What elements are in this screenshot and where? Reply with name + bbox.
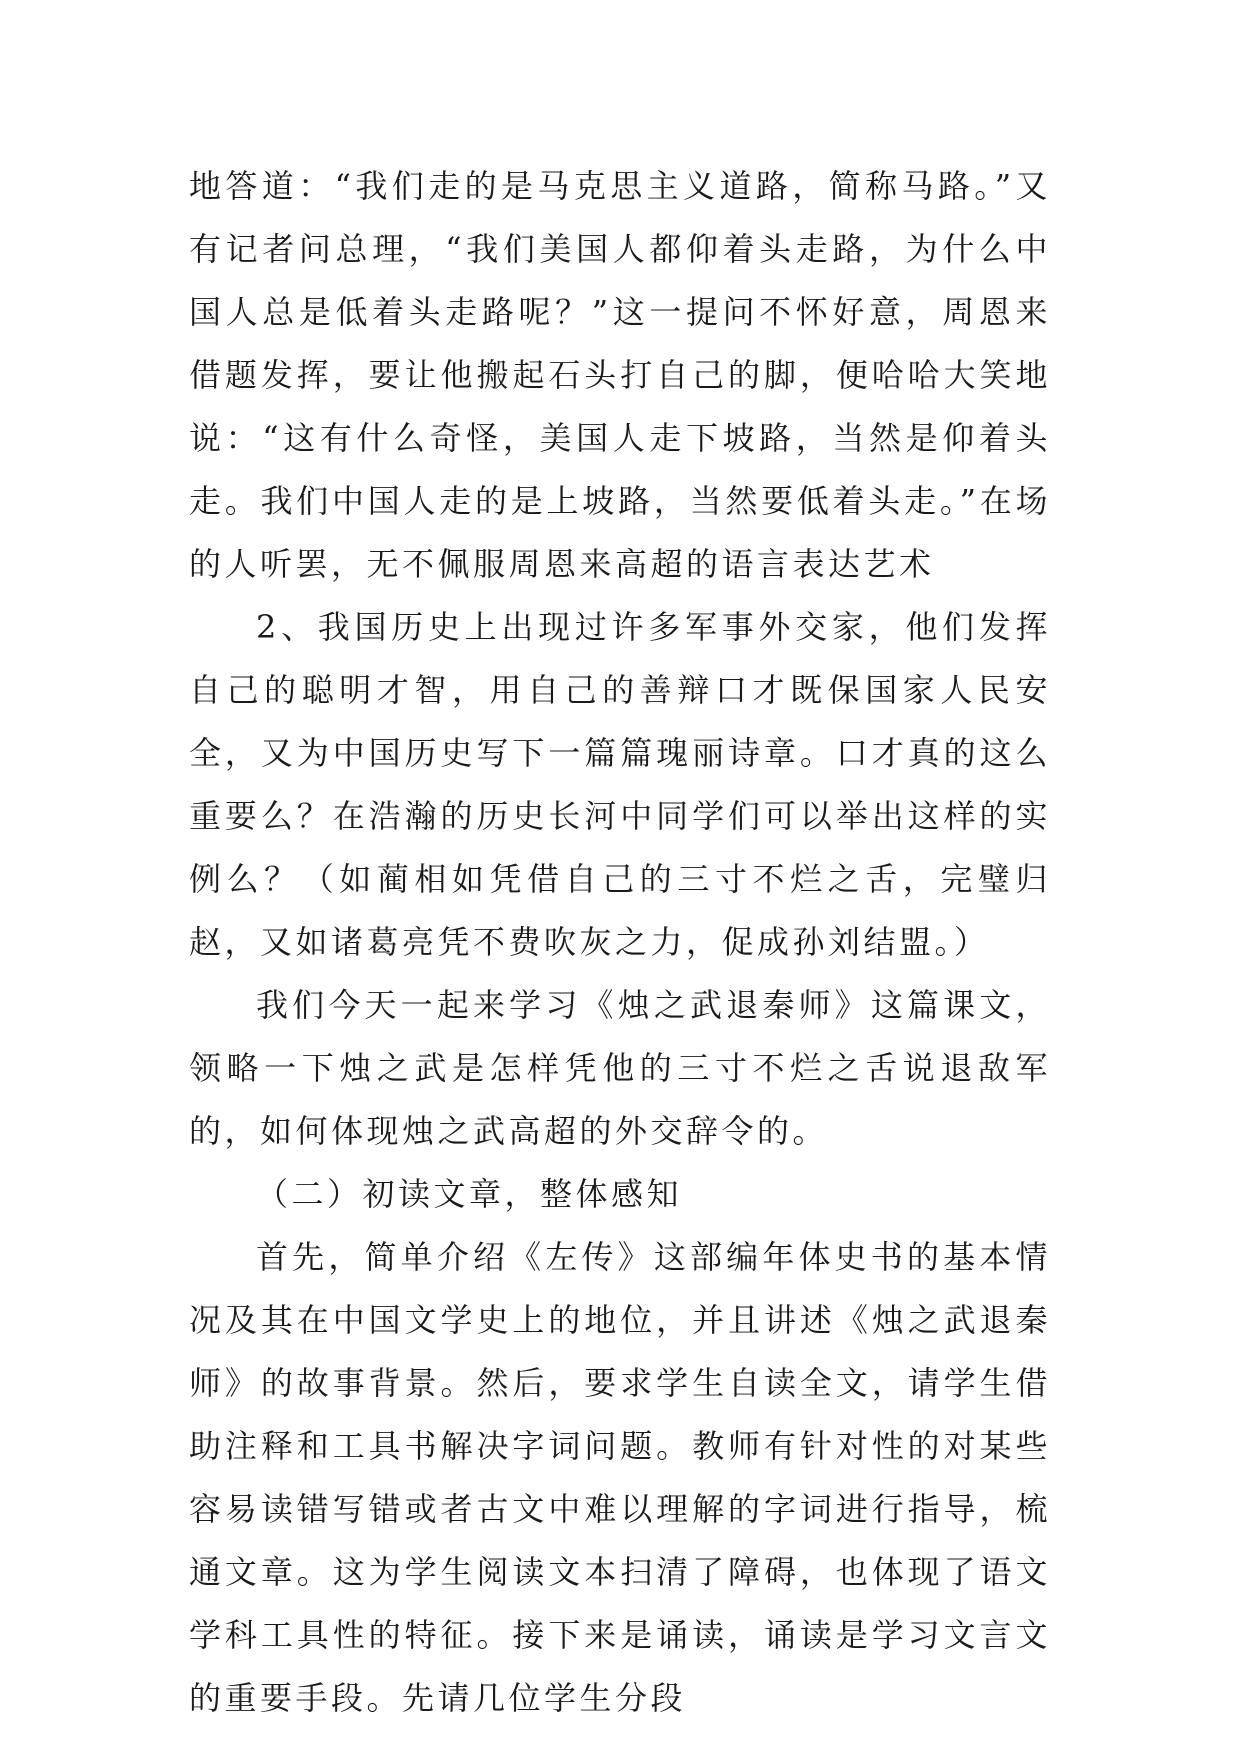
document-page xyxy=(189,155,1051,1730)
paragraph-first-reading: 首先，简单介绍《左传》这部编年体史书的基本情况及其在中国文学史上的地位，并且讲述《烛之武退秦师》的故事背景。然后，要求学生自读全文，请学生借助注释和工具书解决字词问题。教师有针对性的对某些容易读错写错或者古文中难以理解的字词进行指导，梳通文章。这为学生阅读文本扫清了障碍，也体现了语文学科工具性的特征。接下来是诵读，诵读是学习文言文的重要手段。先请几位学生分段 xyxy=(189,1238,1051,1717)
paragraph-military-diplomats: 2、我国历史上出现过许多军事外交家，他们发挥自己的聪明才智，用自己的善辩口才既保国家人民安全，又为中国历史写下一篇篇瑰丽诗章。口才真的这么重要么？在浩瀚的历史长河中同学们可以举出这样的实例么？（如蔺相如凭借自己的三寸不烂之舌，完璧归赵，又如诸葛亮凭不费吹灰之力，促成孙刘结盟。） xyxy=(189,608,1051,961)
paragraph-lesson-intro: 我们今天一起来学习《烛之武退秦师》这篇课文，领略一下烛之武是怎样凭他的三寸不烂之舌说退敌军的，如何体现烛之武高超的外交辞令的。 xyxy=(189,986,1051,1150)
paragraph-zhou-enlai-anecdote: 地答道：“我们走的是马克思主义道路，简称马路。”又有记者问总理，“我们美国人都仰着头走路，为什么中国人总是低着头走路呢？”这一提问不怀好意，周恩来借题发挥，要让他搬起石头打自己的脚，便哈哈大笑地说：“这有什么奇怪，美国人走下坡路，当然是仰着头走。我们中国人走的是上坡路，当然要低着头走。”在场的人听罢，无不佩服周恩来高超的语言表达艺术 xyxy=(189,167,1051,583)
section-heading: （二）初读文章，整体感知 xyxy=(256,1175,683,1213)
